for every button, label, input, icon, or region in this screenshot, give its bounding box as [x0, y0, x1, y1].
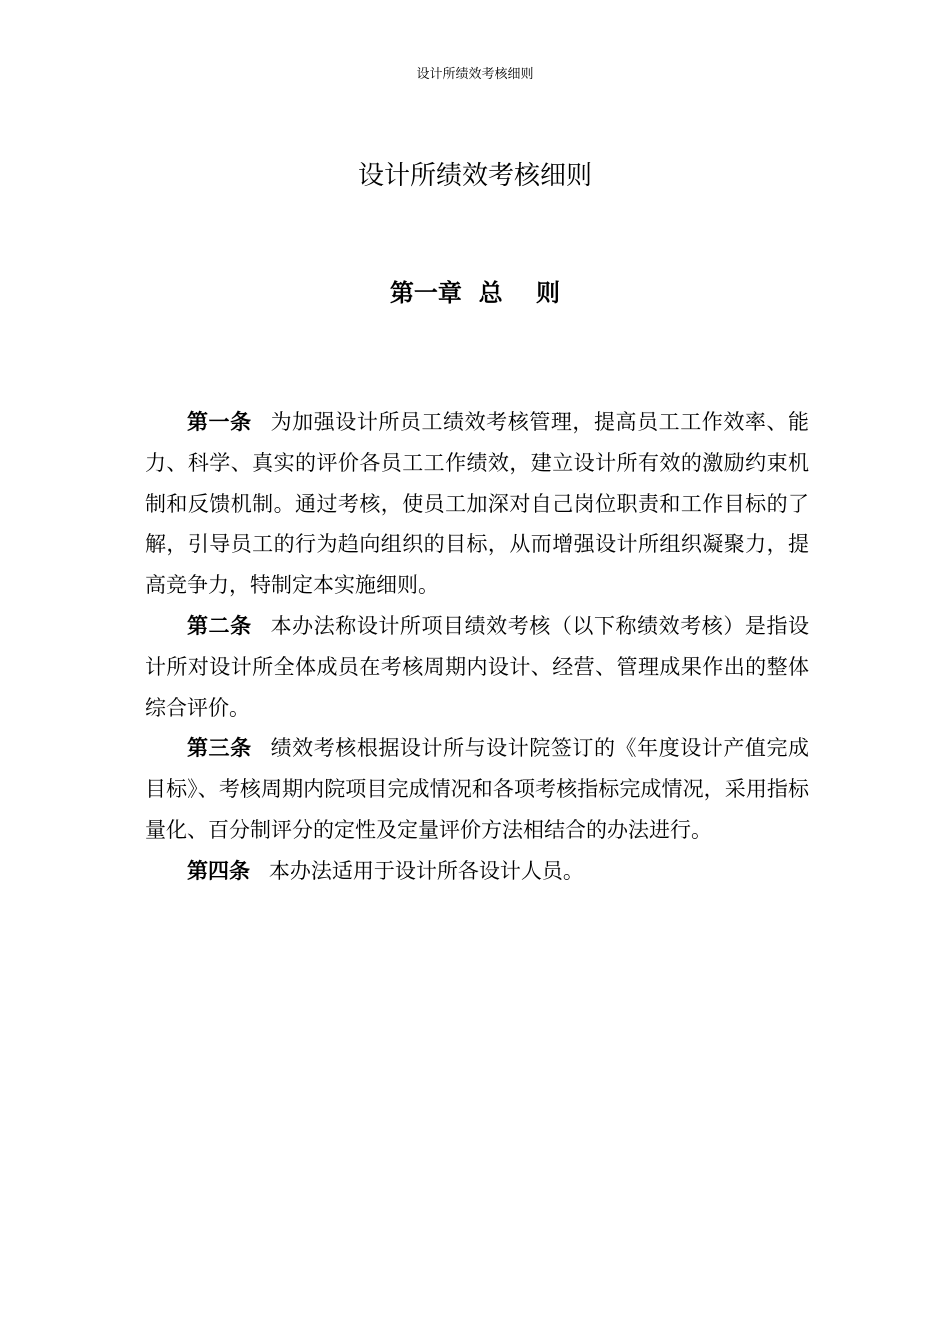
running-header: 设计所绩效考核细则 — [416, 67, 534, 82]
article-2 — [145, 606, 809, 728]
document-body — [145, 402, 809, 892]
article-text: 绩效考核根据设计所与设计院签订的《年度设计产值完成目标》、考核周期内院项目完成情况和各项考核指标完成情况，采用指标量化、百分制评分的定性及定量评价方法相结合的办法进行。 — [145, 736, 810, 842]
article-text: 本办法称设计所项目绩效考核（以下称绩效考核）是指设计所对设计所全体成员在考核周期内设计、经营、管理成果作出的整体综合评价。 — [145, 613, 810, 720]
article-4 — [145, 851, 809, 892]
article-3 — [145, 728, 809, 850]
article-text: 本办法适用于设计所各设计人员。 — [268, 858, 584, 883]
article-text: 为加强设计所员工绩效考核管理，提高员工工作效率、能力、科学、真实的评价各员工工作绩效，建立设计所有效的激励约束机制和反馈机制。通过考核，使员工加深对自己岗位职责和工作目标的了解，引导员工的行为趋向组织的目标，从而增强设计所组织凝聚力，提高竞争力，特制定本实施细则。 — [145, 410, 810, 598]
article-number: 第一条 — [187, 410, 252, 434]
article-number: 第四条 — [187, 858, 250, 883]
article-number: 第三条 — [187, 736, 252, 761]
article-1 — [145, 402, 809, 606]
chapter-heading: 第一章 总 则 — [389, 279, 561, 307]
article-number: 第二条 — [187, 613, 252, 638]
document-title: 设计所绩效考核细则 — [357, 161, 592, 191]
